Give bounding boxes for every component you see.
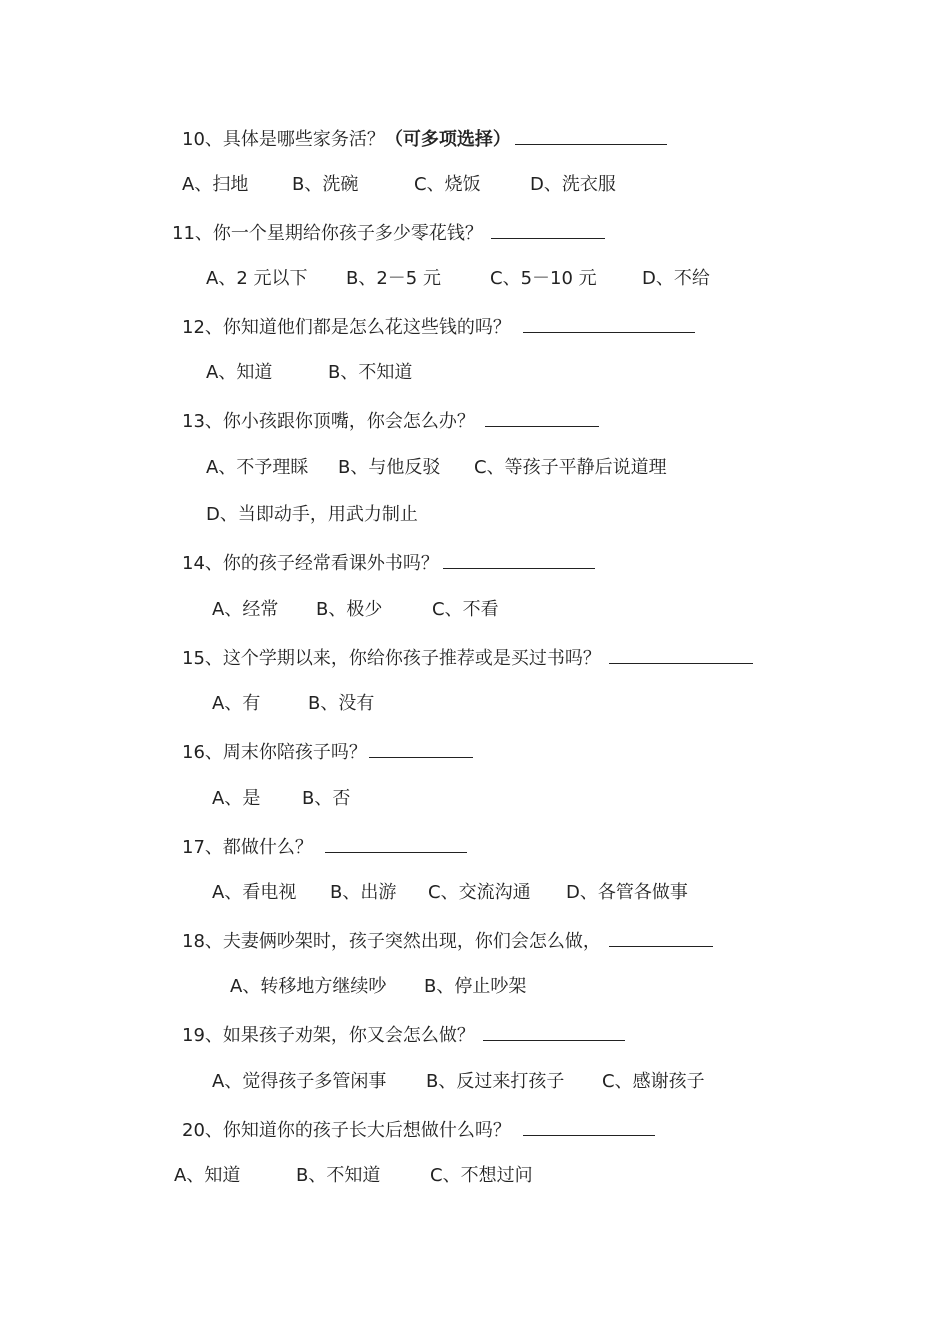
answer-blank-15[interactable] [609, 645, 753, 664]
answer-blank-13[interactable] [485, 408, 599, 427]
option-15-a: A、有 [212, 693, 261, 714]
option-15-b: B、没有 [308, 693, 375, 714]
question-10-text: 10、具体是哪些家务活？ [182, 129, 385, 150]
options-12 [206, 361, 506, 385]
answer-blank-16[interactable] [369, 739, 473, 758]
question-16-text: 16、周末你陪孩子吗？ [182, 742, 367, 763]
options-13 [206, 456, 726, 480]
option-12-b: B、不知道 [328, 362, 413, 383]
option-20-b: B、不知道 [296, 1165, 381, 1186]
option-11-d: D、不给 [642, 268, 710, 289]
option-13-d: D、当即动手，用武力制止 [206, 504, 418, 525]
options-18 [230, 975, 570, 999]
options-10 [182, 173, 682, 197]
question-13 [182, 408, 599, 432]
option-20-c: C、不想过问 [430, 1165, 533, 1186]
option-16-a: A、是 [212, 788, 261, 809]
answer-blank-14[interactable] [443, 550, 595, 569]
option-12-a: A、知道 [206, 362, 273, 383]
question-19-text: 19、如果孩子劝架，你又会怎么做？ [182, 1025, 475, 1046]
options-19 [212, 1070, 752, 1094]
option-18-a: A、转移地方继续吵 [230, 976, 387, 997]
question-18-text: 18、夫妻俩吵架时，孩子突然出现，你们会怎么做， [182, 931, 601, 952]
question-18 [182, 928, 713, 952]
answer-blank-12[interactable] [523, 314, 695, 333]
options-11 [206, 267, 766, 291]
answer-blank-10[interactable] [515, 126, 667, 145]
options-17 [212, 881, 732, 905]
options-14 [212, 598, 552, 622]
option-14-b: B、极少 [316, 599, 383, 620]
option-10-b: B、洗碗 [292, 174, 359, 195]
option-13-c: C、等孩子平静后说道理 [474, 457, 667, 478]
option-13-b: B、与他反驳 [338, 457, 441, 478]
options-16 [212, 787, 512, 811]
option-17-b: B、出游 [330, 882, 397, 903]
options-20 [174, 1164, 594, 1188]
options-15 [212, 692, 512, 716]
question-13-text: 13、你小孩跟你顶嘴，你会怎么办？ [182, 411, 475, 432]
option-20-a: A、知道 [174, 1165, 241, 1186]
option-17-d: D、各管各做事 [566, 882, 688, 903]
option-17-a: A、看电视 [212, 882, 297, 903]
question-14 [182, 550, 595, 574]
question-14-text: 14、你的孩子经常看课外书吗？ [182, 553, 439, 574]
question-11-text: 11、你一个星期给你孩子多少零花钱？ [172, 223, 483, 244]
option-18-b: B、停止吵架 [424, 976, 527, 997]
question-10 [182, 126, 667, 150]
option-17-c: C、交流沟通 [428, 882, 531, 903]
question-12-text: 12、你知道他们都是怎么花这些钱的吗？ [182, 317, 511, 338]
option-10-c: C、烧饭 [414, 174, 481, 195]
question-20-text: 20、你知道你的孩子长大后想做什么吗？ [182, 1120, 511, 1141]
option-16-b: B、否 [302, 788, 351, 809]
option-19-c: C、感谢孩子 [602, 1071, 705, 1092]
answer-blank-19[interactable] [483, 1022, 625, 1041]
options-13-row2 [206, 503, 418, 527]
option-14-a: A、经常 [212, 599, 279, 620]
question-20 [182, 1117, 655, 1141]
option-11-a: A、2 元以下 [206, 268, 308, 289]
question-10-note: （可多项选择） [384, 129, 511, 150]
option-14-c: C、不看 [432, 599, 499, 620]
question-17 [182, 834, 467, 858]
answer-blank-11[interactable] [491, 220, 605, 239]
option-10-d: D、洗衣服 [530, 174, 616, 195]
answer-blank-17[interactable] [325, 834, 467, 853]
option-19-b: B、反过来打孩子 [426, 1071, 565, 1092]
question-15 [182, 645, 753, 669]
question-15-text: 15、这个学期以来，你给你孩子推荐或是买过书吗？ [182, 648, 601, 669]
question-16 [182, 739, 473, 763]
option-13-a: A、不予理睬 [206, 457, 309, 478]
question-12 [182, 314, 695, 338]
answer-blank-20[interactable] [523, 1117, 655, 1136]
answer-blank-18[interactable] [609, 928, 713, 947]
question-11 [172, 220, 605, 244]
option-11-b: B、2－5 元 [346, 268, 441, 289]
option-19-a: A、觉得孩子多管闲事 [212, 1071, 387, 1092]
option-11-c: C、5－10 元 [490, 268, 597, 289]
question-17-text: 17、都做什么？ [182, 837, 313, 858]
question-19 [182, 1022, 625, 1046]
option-10-a: A、扫地 [182, 174, 249, 195]
